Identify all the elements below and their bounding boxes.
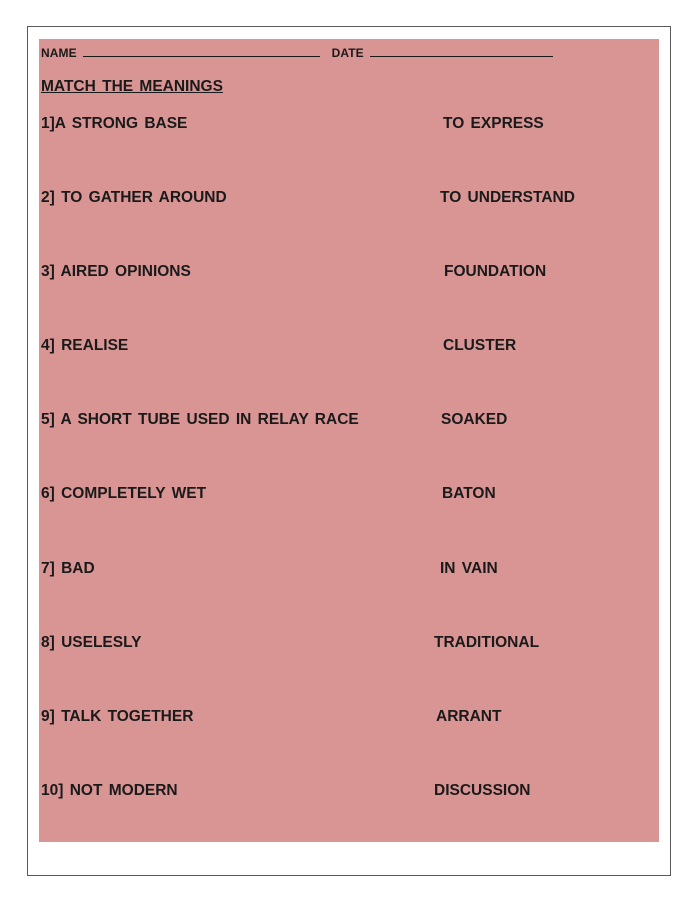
right-item: ARRANT <box>436 708 502 725</box>
left-item: 1]A STRONG BASE <box>41 115 188 132</box>
date-label: DATE <box>331 46 364 60</box>
right-item: TO UNDERSTAND <box>440 189 575 206</box>
right-item: TRADITIONAL <box>434 634 540 651</box>
left-item: 6] COMPLETELY WET <box>41 485 207 502</box>
left-item: 7] BAD <box>41 560 95 577</box>
right-item: IN VAIN <box>440 560 498 577</box>
left-item: 9] TALK TOGETHER <box>41 708 194 725</box>
right-item: FOUNDATION <box>444 263 547 280</box>
name-date-line <box>41 43 553 60</box>
left-item: 5] A SHORT TUBE USED IN RELAY RACE <box>41 411 359 428</box>
left-item: 3] AIRED OPINIONS <box>41 263 191 280</box>
date-blank <box>370 43 553 57</box>
right-item: TO EXPRESS <box>443 115 544 132</box>
right-item: SOAKED <box>441 411 508 428</box>
worksheet-title: MATCH THE MEANINGS <box>41 78 223 95</box>
name-label: NAME <box>41 46 77 60</box>
left-item: 8] USELESLY <box>41 634 142 651</box>
left-item: 4] REALISE <box>41 337 129 354</box>
right-item: DISCUSSION <box>434 782 531 799</box>
name-blank <box>83 43 320 57</box>
left-item: 10] NOT MODERN <box>41 782 178 799</box>
right-item: BATON <box>442 485 496 502</box>
right-item: CLUSTER <box>443 337 517 354</box>
left-item: 2] TO GATHER AROUND <box>41 189 227 206</box>
